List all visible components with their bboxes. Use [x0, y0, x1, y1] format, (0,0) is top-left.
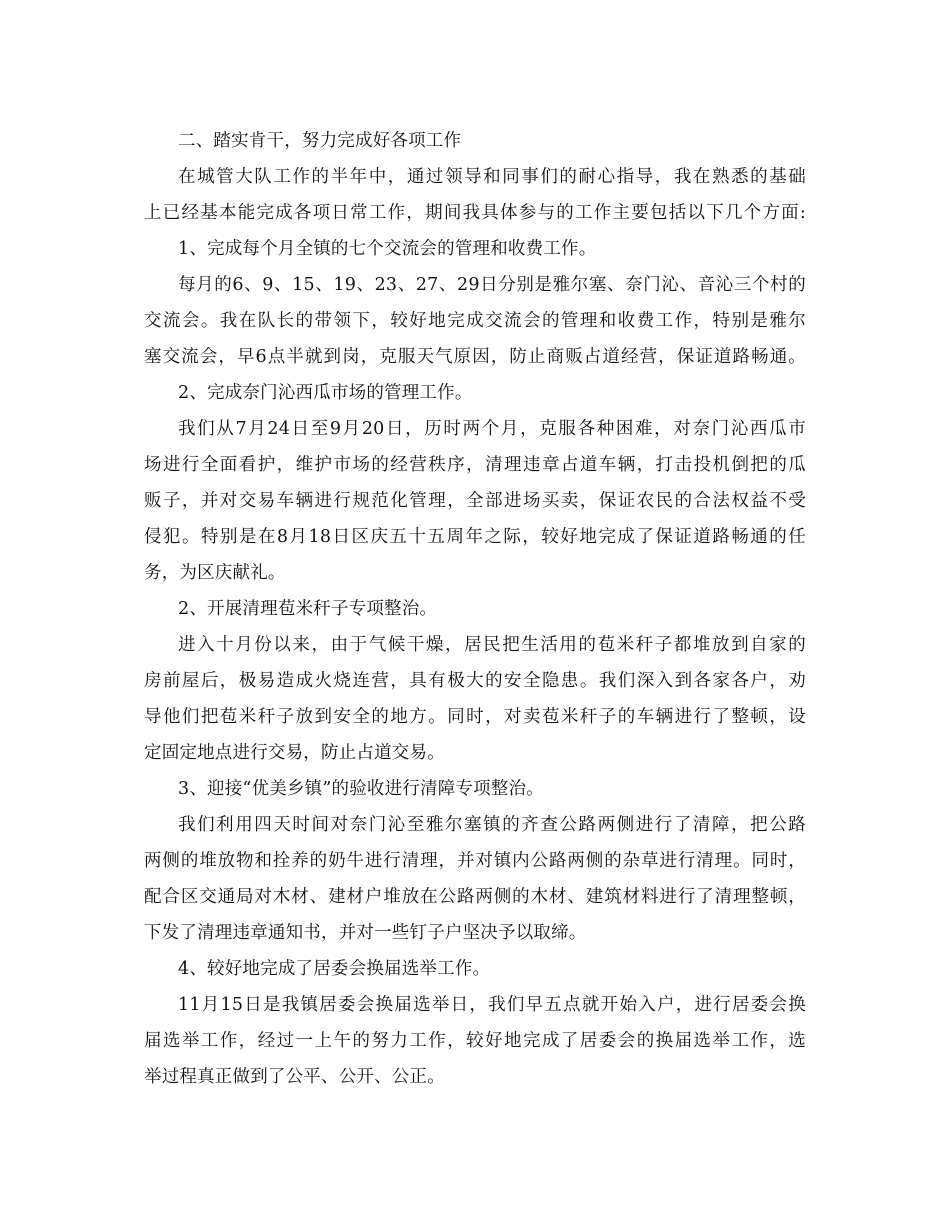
paragraph-line: 房前屋后，极易造成火烧连营，具有极大的安全隐患。我们深入到各家各户，劝	[144, 671, 806, 691]
section-heading: 二、踏实肯干，努力完成好各项工作	[178, 131, 462, 151]
subsection-heading: 4、较好地完成了居委会换届选举工作。	[178, 959, 491, 979]
paragraph-line: 举过程真正做到了公平、公开、公正。	[144, 1067, 445, 1087]
paragraph-line: 场进行全面看护，维护市场的经营秩序，清理违章占道车辆，打击投机倒把的瓜	[144, 455, 806, 475]
paragraph-line: 贩子，并对交易车辆进行规范化管理，全部进场买卖，保证农民的合法权益不受	[144, 491, 806, 511]
paragraph-line: 交流会。我在队长的带领下，较好地完成交流会的管理和收费工作，特别是雅尔	[144, 311, 806, 331]
paragraph-line: 我们从7月24日至9月20日，历时两个月，克服各种困难，对奈门沁西瓜市	[178, 419, 806, 439]
paragraph-line: 我们利用四天时间对奈门沁至雅尔塞镇的齐查公路两侧进行了清障，把公路	[178, 815, 806, 835]
paragraph-line: 届选举工作，经过一上午的努力工作，较好地完成了居委会的换届选举工作，选	[144, 1031, 806, 1051]
paragraph-line: 务，为区庆献礼。	[144, 563, 286, 583]
subsection-heading: 2、开展清理苞米秆子专项整治。	[178, 599, 438, 619]
paragraph-line: 定固定地点进行交易，防止占道交易。	[144, 743, 445, 763]
paragraph-line: 进入十月份以来，由于气候干燥，居民把生活用的苞米秆子都堆放到自家的	[178, 635, 806, 655]
paragraph-line: 11月15日是我镇居委会换届选举日，我们早五点就开始入户，进行居委会换	[178, 995, 806, 1015]
paragraph-line: 两侧的堆放物和拴养的奶牛进行清理，并对镇内公路两侧的杂草进行清理。同时，	[144, 851, 806, 871]
subsection-heading: 1、完成每个月全镇的七个交流会的管理和收费工作。	[178, 239, 597, 259]
paragraph-line: 每月的6、9、15、19、23、27、29日分别是雅尔塞、奈门沁、音沁三个村的	[178, 275, 806, 295]
paragraph-line: 侵犯。特别是在8月18日区庆五十五周年之际，较好地完成了保证道路畅通的任	[144, 527, 806, 547]
paragraph-line: 上已经基本能完成各项日常工作，期间我具体参与的工作主要包括以下几个方面:	[144, 203, 806, 223]
paragraph-line: 下发了清理违章通知书，并对一些钉子户坚决予以取缔。	[144, 923, 587, 943]
paragraph-line: 配合区交通局对木材、建材户堆放在公路两侧的木材、建筑材料进行了清理整顿，	[144, 887, 806, 907]
document-body	[144, 123, 806, 1095]
subsection-heading: 3、迎接“优美乡镇”的验收进行清障专项整治。	[178, 779, 544, 799]
paragraph-line: 塞交流会，早6点半就到岗，克服天气原因，防止商贩占道经营，保证道路畅通。	[144, 347, 806, 367]
paragraph-line: 导他们把苞米秆子放到安全的地方。同时，对卖苞米秆子的车辆进行了整顿，设	[144, 707, 806, 727]
subsection-heading: 2、完成奈门沁西瓜市场的管理工作。	[178, 383, 473, 403]
paragraph-line: 在城管大队工作的半年中，通过领导和同事们的耐心指导，我在熟悉的基础	[178, 167, 806, 187]
